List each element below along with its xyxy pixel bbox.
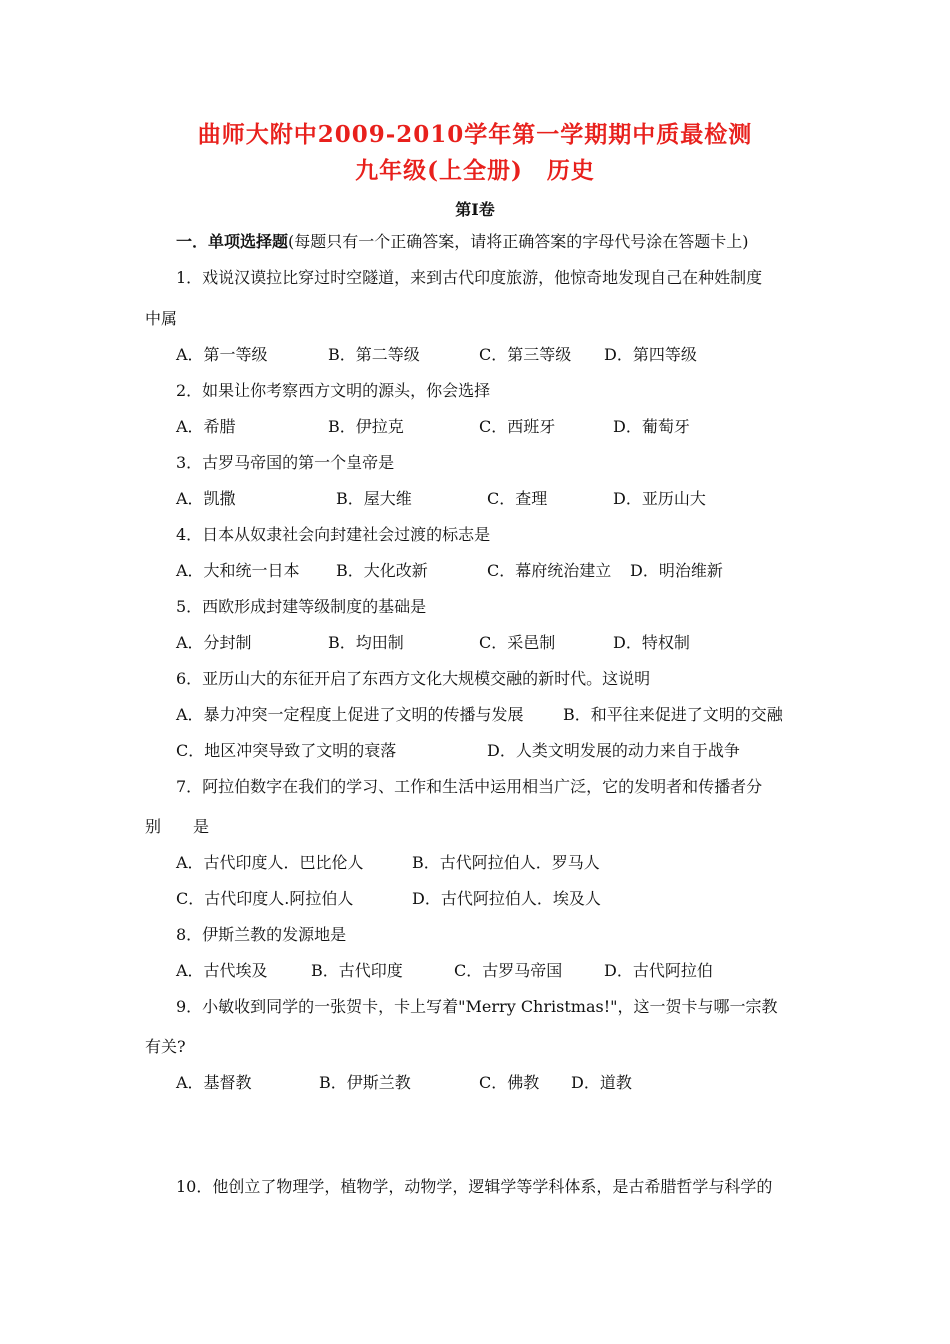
q8-option-b: B．古代印度 [311,961,403,980]
section-heading [176,230,749,254]
question-2-stem: 2．如果让你考察西方文明的源头，你会选择 [176,381,491,400]
q4-option-c: C．幕府统治建立 [487,561,612,580]
q3-option-a: A．凯撒 [176,489,236,508]
q3-option-b: B．屋大维 [336,489,412,508]
q2-option-d: D．葡萄牙 [613,417,690,436]
q8-option-c: C．古罗马帝国 [454,961,563,980]
question-9-stem: 9．小敏收到同学的一张贺卡，卡上写着"Merry Christmas!"，这一贺卡与哪一宗教 [176,997,778,1016]
q5-option-d: D．特权制 [613,633,690,652]
q7-option-b: B．古代阿拉伯人．罗马人 [412,853,600,872]
q4-option-d: D．明治维新 [630,561,723,580]
q2-option-a: A．希腊 [176,417,236,436]
q6-option-c: C．地区冲突导致了文明的衰落 [176,741,397,760]
question-6-stem: 6．亚历山大的东征开启了东西方文化大规模交融的新时代。这说明 [176,669,651,688]
question-1-stem-cont: 中属 [145,309,178,328]
q9-option-d: D．道教 [571,1073,632,1092]
q9-option-a: A．基督教 [176,1073,252,1092]
volume-label: 第Ⅰ卷 [455,200,495,219]
q6-option-d: D．人类文明发展的动力来自于战争 [487,741,740,760]
question-8-stem: 8．伊斯兰教的发源地是 [176,925,347,944]
q2-option-c: C．西班牙 [479,417,556,436]
q9-option-c: C．佛教 [479,1073,540,1092]
q8-option-d: D．古代阿拉伯 [604,961,713,980]
q4-option-b: B．大化改新 [336,561,428,580]
question-1-stem: 1．戏说汉谟拉比穿过时空隧道，来到古代印度旅游，他惊奇地发现自己在种姓制度 [176,268,763,287]
question-5-stem: 5．西欧形成封建等级制度的基础是 [176,597,427,616]
q9-option-b: B．伊斯兰教 [319,1073,411,1092]
q7-option-d: D．古代阿拉伯人．埃及人 [412,889,601,908]
question-7-stem: 7．阿拉伯数字在我们的学习、工作和生活中运用相当广泛，它的发明者和传播者分 [176,777,763,796]
q3-option-c: C．查理 [487,489,548,508]
q7-option-c: C．古代印度人.阿拉伯人 [176,889,354,908]
section-title: 一．单项选择题 [176,232,289,251]
q2-option-b: B．伊拉克 [328,417,404,436]
q7-option-a: A．古代印度人．巴比伦人 [176,853,364,872]
q6-option-a: A．暴力冲突一定程度上促进了文明的传播与发展 [176,705,524,724]
q5-option-c: C．采邑制 [479,633,556,652]
question-10-stem: 10．他创立了物理学，植物学，动物学，逻辑学等学科体系，是古希腊哲学与科学的 [176,1177,773,1196]
question-7-stem-cont: 别 是 [145,817,210,836]
q5-option-a: A．分封制 [176,633,252,652]
q1-option-a: A．第一等级 [176,345,268,364]
q1-option-b: B．第二等级 [328,345,420,364]
section-instruction: (每题只有一个正确答案，请将正确答案的字母代号涂在答题卡上) [288,232,749,251]
q1-option-d: D．第四等级 [604,345,697,364]
exam-title: 曲师大附中2009-2010学年第一学期期中质最检测 [197,121,753,148]
question-3-stem: 3．古罗马帝国的第一个皇帝是 [176,453,395,472]
q4-option-a: A．大和统一日本 [176,561,300,580]
question-9-stem-cont: 有关? [145,1037,186,1056]
q6-option-b: B．和平往来促进了文明的交融 [563,705,783,724]
exam-subtitle: 九年级(上全册) 历史 [355,157,595,184]
q5-option-b: B．均田制 [328,633,404,652]
q3-option-d: D．亚历山大 [613,489,706,508]
q8-option-a: A．古代埃及 [176,961,268,980]
q1-option-c: C．第三等级 [479,345,572,364]
question-4-stem: 4．日本从奴隶社会向封建社会过渡的标志是 [176,525,491,544]
